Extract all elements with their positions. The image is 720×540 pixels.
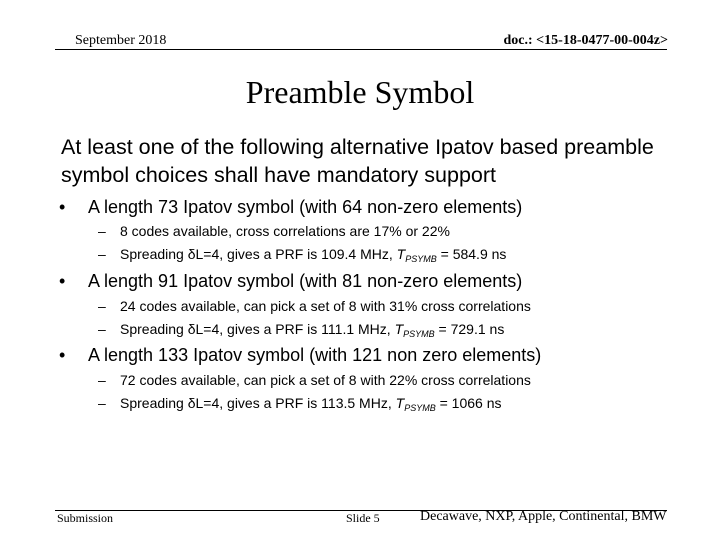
sub-text-end: = 1066 ns — [435, 395, 502, 411]
t-subscript: PSYMB — [405, 254, 437, 264]
bullet-dot: • — [59, 345, 66, 365]
sub-dash: – — [98, 395, 106, 411]
sub-text: 24 codes available, can pick a set of 8 with 31% cross correlations — [120, 298, 531, 314]
bullet-1 — [59, 197, 522, 218]
bullet-3-sub-2 — [98, 395, 501, 413]
sub-text-end: = 584.9 ns — [436, 246, 507, 262]
bullet-3 — [59, 345, 541, 366]
bullet-2 — [59, 271, 522, 292]
footer-slide-number: Slide 5 — [346, 511, 380, 525]
bullet-3-text: A length 133 Ipatov symbol (with 121 non zero elements) — [88, 345, 542, 365]
sub-text: 72 codes available, can pick a set of 8 with 22% cross correlations — [120, 372, 531, 388]
bullet-1-sub-2 — [98, 246, 506, 264]
sub-text: 8 codes available, cross correlations are 17% or 22% — [120, 223, 450, 239]
sub-text: Spreading δL=4, gives a PRF is 113.5 MHz, — [120, 395, 396, 411]
bullet-2-sub-2 — [98, 321, 504, 339]
bullet-2-text: A length 91 Ipatov symbol (with 81 non-zero elements) — [88, 271, 523, 291]
sub-dash: – — [98, 298, 106, 314]
sub-text: Spreading δL=4, gives a PRF is 109.4 MHz, — [120, 246, 397, 262]
sub-text-end: = 729.1 ns — [434, 321, 505, 337]
header-date: September 2018 — [75, 33, 167, 48]
sub-text: Spreading δL=4, gives a PRF is 111.1 MHz, — [120, 321, 395, 337]
bullet-2-sub-1 — [98, 298, 531, 314]
header-doc-id: doc.: <15-18-0477-00-004z> — [503, 33, 668, 48]
t-symbol: T — [396, 246, 406, 262]
t-symbol: T — [394, 321, 404, 337]
intro-text: At least one of the following alternative Ipatov based preamble symbol choices shall have mandatory support — [61, 135, 654, 187]
bullet-1-text: A length 73 Ipatov symbol (with 64 non-zero elements) — [88, 197, 523, 217]
footer-submission: Submission — [57, 511, 114, 525]
sub-dash: – — [98, 372, 106, 388]
bullet-dot: • — [59, 197, 66, 217]
footer-authors: Decawave, NXP, Apple, Continental, BMW — [420, 509, 667, 524]
bullet-1-sub-1 — [98, 223, 450, 239]
sub-dash: – — [98, 321, 106, 337]
bullet-dot: • — [59, 271, 66, 291]
header-rule — [55, 49, 667, 50]
sub-dash: – — [98, 246, 106, 262]
t-subscript: PSYMB — [403, 329, 435, 339]
bullet-3-sub-1 — [98, 372, 531, 388]
t-subscript: PSYMB — [404, 403, 436, 413]
slide-title: Preamble Symbol — [245, 74, 475, 110]
t-symbol: T — [395, 395, 405, 411]
sub-dash: – — [98, 223, 106, 239]
